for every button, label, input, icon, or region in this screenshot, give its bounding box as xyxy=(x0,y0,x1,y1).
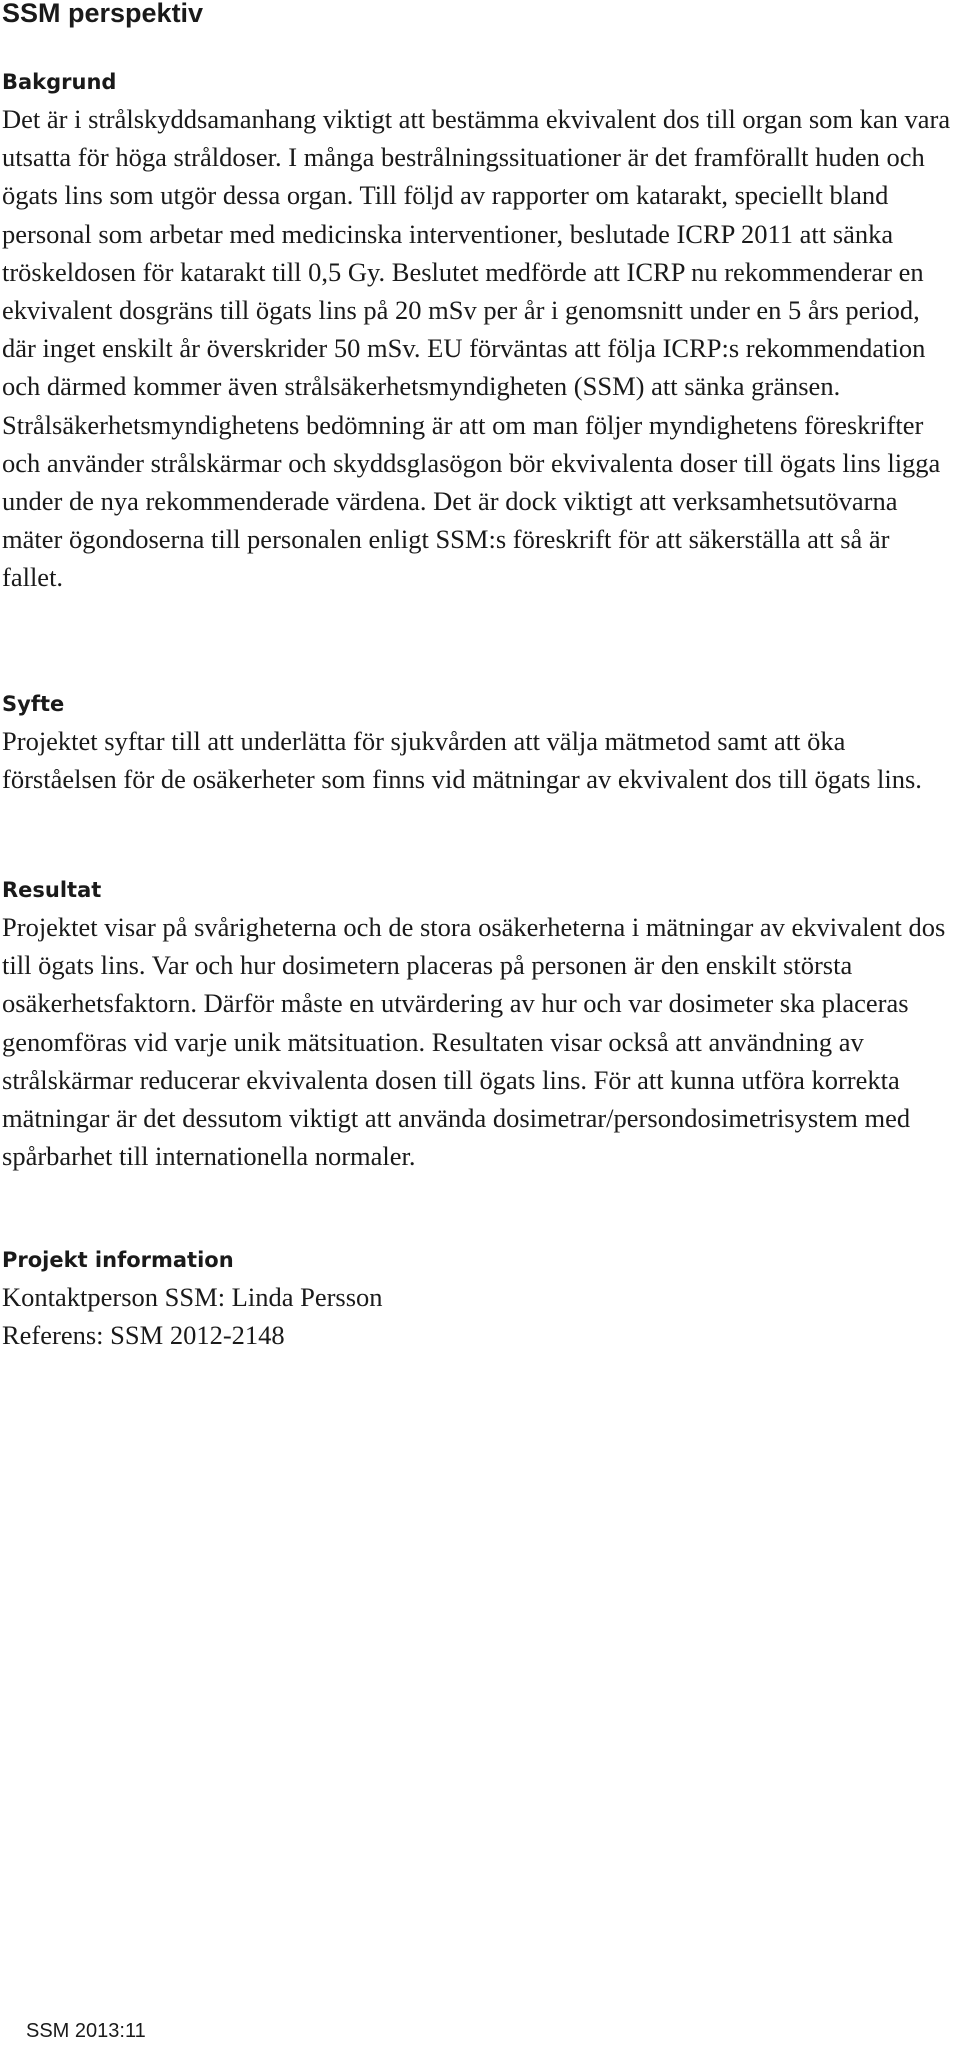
section-syfte xyxy=(2,690,957,798)
page-footer: SSM 2013:11 xyxy=(26,2020,146,2042)
section-heading: Bakgrund xyxy=(2,70,117,94)
section-heading: Projekt information xyxy=(2,1248,234,1272)
section-resultat xyxy=(2,876,957,1175)
section-bakgrund xyxy=(2,68,957,597)
reference: Referens: SSM 2012-2148 xyxy=(2,1320,285,1351)
project-info xyxy=(2,1278,957,1354)
page-title: SSM perspektiv xyxy=(2,0,204,28)
section-heading: Syfte xyxy=(2,692,65,716)
section-body: Det är i strålskyddsamanhang viktigt att bestämma ekvivalent dos till organ som kan vara utsatta för höga stråldoser. I många bestrålningssituationer är det framförallt huden och ögats lins som utgör dessa organ. Till följd av rapporter om katarakt, speciellt bland personal som arbetar med medicinska interventioner, beslutade ICRP 2011 att sänka tröskeldosen för katarakt till 0,5 Gy. Beslutet medförde att ICRP nu rekommenderar en ekvivalent dosgräns till ögats lins på 20 mSv per år i genomsnitt under en 5 års period, där inget enskilt år överskrider 50 mSv. EU förväntas att följa ICRP:s rekommendation och därmed kommer även strålsäkerhetsmyndigheten (SSM) att sänka gränsen. Strålsäkerhetsmyndighetens bedömning är att om man följer myndighetens föreskrifter och använder strålskärmar och skyddsglasögon bör ekvivalenta doser till ögats lins ligga under de nya rekommenderade värdena. Det är dock viktigt att verksamhetsutövarna mäter ögondoserna till personalen enligt SSM:s föreskrift för att säkerställa att så är fallet. xyxy=(2,104,951,593)
section-body: Projektet visar på svårigheterna och de stora osäkerheterna i mätningar av ekvivalent dos till ögats lins. Var och hur dosimetern placeras på personen är den enskilt största osäkerhetsfaktorn. Därför måste en utvärdering av hur och var dosimeter ska placeras genomföras vid varje unik mätsituation. Resultaten visar också att användning av strålskärmar reducerar ekvivalenta dosen till ögats lins. För att kunna utföra korrekta mätningar är det dessutom viktigt att använda dosimetrar/persondosimetrisystem med spårbarhet till internationella normaler. xyxy=(2,912,946,1172)
contact-person: Kontaktperson SSM: Linda Persson xyxy=(2,1282,383,1312)
section-projekt-information xyxy=(2,1246,957,1354)
section-body: Projektet syftar till att underlätta för sjukvården att välja mätmetod samt att öka förståelsen för de osäkerheter som finns vid mätningar av ekvivalent dos till ögats lins. xyxy=(2,726,922,795)
section-heading: Resultat xyxy=(2,878,102,902)
